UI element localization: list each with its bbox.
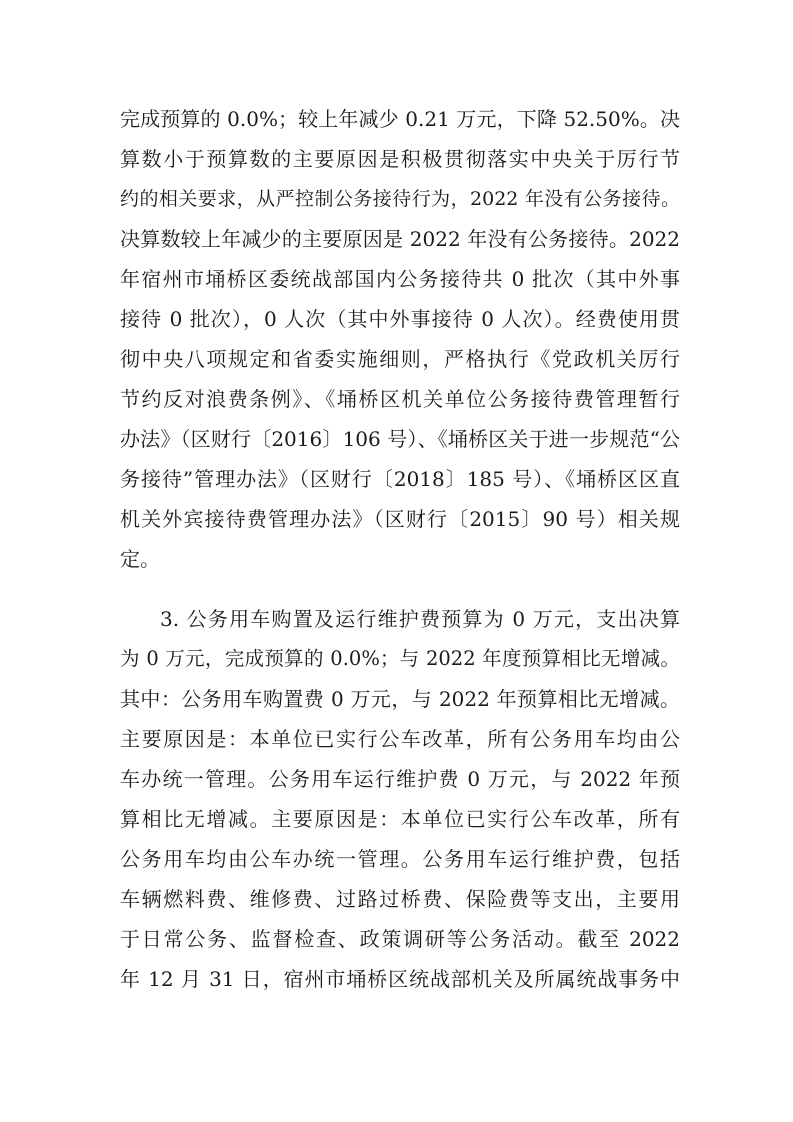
paragraph-line-12: 定。 bbox=[120, 547, 160, 571]
paragraph-line-19: 公务用车均由公车办统一管理。公务用车运行维护费，包括 bbox=[120, 847, 680, 871]
paragraph-line-7: 彻中央八项规定和省委实施细则，严格执行《党政机关厉行 bbox=[120, 347, 680, 371]
paragraph-line-10: 务接待”管理办法》（区财行〔2018〕185 号）、《埇桥区区直 bbox=[120, 467, 680, 491]
paragraph-line-6: 接待 0 批次），0 人次（其中外事接待 0 人次）。经费使用贯 bbox=[120, 307, 680, 331]
paragraph-line-20: 车辆燃料费、维修费、过路过桥费、保险费等支出，主要用 bbox=[120, 887, 680, 911]
paragraph-line-14: 为 0 万元，完成预算的 0.0%；与 2022 年度预算相比无增减。 bbox=[120, 647, 680, 670]
paragraph-line-1: 完成预算的 0.0%；较上年减少 0.21 万元，下降 52.50%。决 bbox=[120, 107, 680, 131]
paragraph-line-17: 车办统一管理。公务用车运行维护费 0 万元，与 2022 年预 bbox=[120, 767, 680, 791]
paragraph-line-3: 约的相关要求，从严控制公务接待行为，2022 年没有公务接待。 bbox=[120, 188, 680, 210]
paragraph-line-21: 于日常公务、监督检查、政策调研等公务活动。截至 2022 bbox=[120, 927, 680, 951]
paragraph-line-4: 决算数较上年减少的主要原因是 2022 年没有公务接待。2022 bbox=[120, 227, 680, 251]
paragraph-line-22: 年 12 月 31 日，宿州市埇桥区统战部机关及所属统战事务中 bbox=[120, 967, 680, 991]
paragraph-line-8: 节约反对浪费条例》、《埇桥区机关单位公务接待费管理暂行 bbox=[120, 387, 680, 411]
paragraph-line-18: 算相比无增减。主要原因是：本单位已实行公车改革，所有 bbox=[120, 807, 680, 831]
paragraph-line-9: 办法》（区财行〔2016〕106 号）、《埇桥区关于进一步规范“公 bbox=[120, 427, 680, 451]
paragraph-line-2: 算数小于预算数的主要原因是积极贯彻落实中央关于厉行节 bbox=[120, 147, 680, 171]
paragraph-line-5: 年宿州市埇桥区委统战部国内公务接待共 0 批次（其中外事 bbox=[120, 267, 680, 291]
paragraph-line-16: 主要原因是：本单位已实行公车改革，所有公务用车均由公 bbox=[120, 727, 680, 751]
paragraph-line-13: 3. 公务用车购置及运行维护费预算为 0 万元，支出决算 bbox=[160, 607, 680, 631]
paragraph-line-15: 其中：公务用车购置费 0 万元，与 2022 年预算相比无增减。 bbox=[120, 687, 680, 711]
paragraph-line-11: 机关外宾接待费管理办法》（区财行〔2015〕90 号）相关规 bbox=[120, 507, 680, 531]
